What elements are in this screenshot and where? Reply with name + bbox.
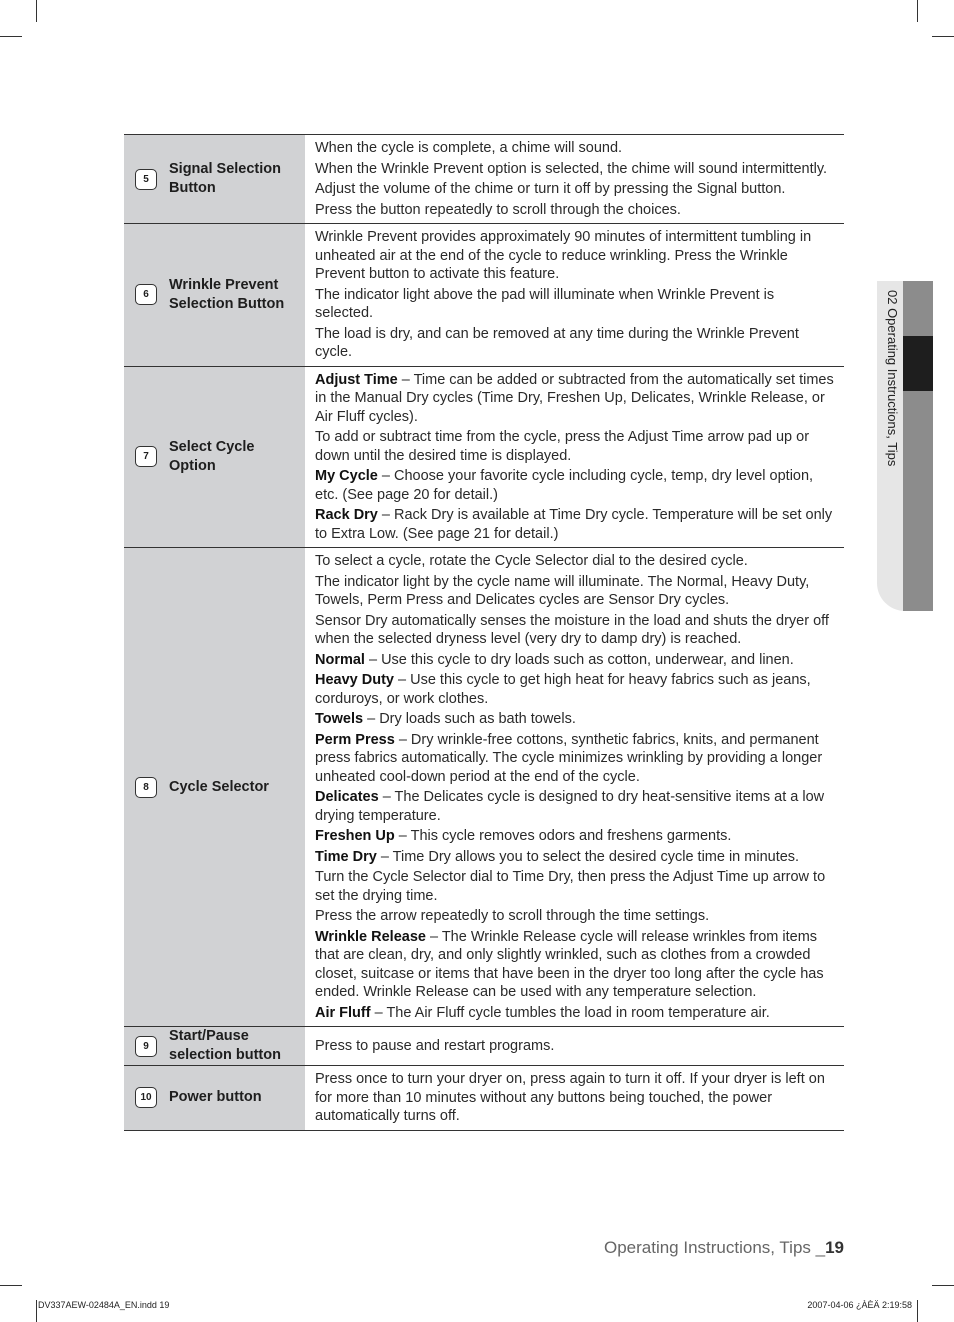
- description-text: – The Delicates cycle is designed to dry heat-sensitive items at a low drying temperature.: [315, 789, 825, 824]
- control-description-cell: [305, 224, 844, 367]
- description-text: – Rack Dry is available at Time Dry cycle. Temperature will be set only to Extra Low. (See page 21 for detail.): [315, 507, 833, 542]
- description-paragraph: [315, 787, 836, 826]
- description-text: Press the arrow repeatedly to scroll through the time settings.: [315, 908, 710, 924]
- description-text: – The Air Fluff cycle tumbles the load in room temperature air.: [370, 1004, 770, 1021]
- description-paragraph: [315, 159, 836, 180]
- description-text: Adjust the volume of the chime or turn it off by pressing the Signal button.: [315, 181, 786, 197]
- control-description-cell: [305, 1066, 844, 1131]
- table-body: [124, 135, 844, 1131]
- control-description-table: [124, 134, 844, 1131]
- term: Freshen Up: [315, 828, 395, 844]
- term: Towels: [315, 711, 364, 727]
- description-text: Wrinkle Prevent provides approximately 90 minutes of intermittent tumbling in unheated air at the end of the cycle to reduce wrinkling. Press the Wrinkle Prevent button to activate this feature.: [315, 229, 812, 282]
- table-row: [124, 135, 844, 224]
- crop-mark: [932, 36, 954, 37]
- table-row: [124, 1066, 844, 1131]
- description-paragraph: [315, 1069, 836, 1127]
- crop-mark: [917, 0, 918, 22]
- description-paragraph: [315, 927, 836, 1003]
- term: Wrinkle Release: [315, 928, 426, 945]
- item-number-badge: 8: [135, 777, 157, 798]
- control-description-cell: [305, 1027, 844, 1066]
- slug-filename: DV337AEW-02484A_EN.indd 19: [38, 1300, 170, 1310]
- description-text: – The Wrinkle Release cycle will release wrinkles from items that are clean, dry, and only slightly wrinkled, such as clothes from a crowded closet, suitcase or items that have been in the dryer too long after the cycle has ended. Wrinkle Release can be used with any temperature selection.: [315, 928, 824, 1000]
- item-number-badge: 7: [135, 446, 157, 467]
- item-number-badge: 9: [135, 1036, 157, 1057]
- term: Adjust Time: [315, 371, 398, 388]
- crop-mark: [932, 1285, 954, 1286]
- description-text: – Dry loads such as bath towels.: [363, 711, 576, 727]
- table-row: [124, 224, 844, 367]
- term: Rack Dry: [315, 507, 378, 523]
- crop-mark: [36, 1300, 37, 1322]
- control-label-cell: [124, 366, 305, 548]
- control-description-cell: [305, 366, 844, 548]
- description-text: – Time Dry allows you to select the desired cycle time in minutes.: [376, 848, 800, 865]
- item-number-badge: 5: [135, 169, 157, 190]
- description-paragraph: [315, 650, 836, 671]
- description-paragraph: [315, 370, 836, 428]
- description-paragraph: [315, 709, 836, 730]
- term: Perm Press: [315, 731, 395, 748]
- control-name: Start/Pause selection button: [169, 1028, 281, 1063]
- description-text: When the Wrinkle Prevent option is selected, the chime will sound intermittently.: [315, 160, 828, 177]
- side-tab-label: 02 Operating Instructions, Tips: [885, 290, 900, 467]
- control-description-cell: [305, 135, 844, 224]
- table-row: [124, 1027, 844, 1066]
- description-text: Sensor Dry automatically senses the moisture in the load and shuts the dryer off when the selected dryness level (very dry to damp dry) is reached.: [315, 612, 829, 647]
- description-text: – Choose your favorite cycle including cycle, temp, dry level option, etc. (See page 20 for detail.): [315, 468, 814, 503]
- term: Air Fluff: [315, 1004, 371, 1021]
- description-paragraph: [315, 867, 836, 906]
- description-paragraph: [315, 200, 836, 221]
- description-text: The indicator light by the cycle name will illuminate. The Normal, Heavy Duty, Towels, Perm Press and Delicates cycles are Sensor Dry cycles.: [315, 573, 810, 608]
- description-text: Press once to turn your dryer on, press again to turn it off. If your dryer is left on for more than 10 minutes without any buttons being touched, the power automatically turns off.: [315, 1071, 825, 1124]
- control-label-cell: [124, 224, 305, 367]
- term: Heavy Duty: [315, 672, 394, 688]
- description-paragraph: [315, 179, 836, 200]
- crop-mark: [917, 1300, 918, 1322]
- term: Normal: [315, 651, 365, 668]
- item-number-badge: 6: [135, 284, 157, 305]
- item-number-badge: 10: [135, 1087, 157, 1108]
- control-name: Power button: [169, 1089, 262, 1106]
- description-text: – This cycle removes odors and freshens garments.: [394, 828, 732, 844]
- side-tab-band: [903, 281, 933, 611]
- description-paragraph: [315, 466, 836, 505]
- control-label-cell: [124, 135, 305, 224]
- control-name: Signal Selection Button: [169, 161, 281, 196]
- crop-mark: [36, 0, 37, 22]
- description-paragraph: [315, 906, 836, 927]
- description-text: Press to pause and restart programs.: [315, 1037, 555, 1054]
- footer-title: Operating Instructions, Tips _: [603, 1238, 826, 1257]
- term: My Cycle: [315, 468, 378, 484]
- term: Time Dry: [315, 848, 377, 865]
- control-name: Wrinkle Prevent Selection Button: [169, 276, 285, 312]
- description-text: To select a cycle, rotate the Cycle Selector dial to the desired cycle.: [315, 553, 748, 569]
- description-paragraph: [315, 572, 836, 611]
- description-paragraph: [315, 611, 836, 650]
- description-text: To add or subtract time from the cycle, press the Adjust Time arrow pad up or down until the desired time is displayed.: [315, 429, 810, 464]
- description-paragraph: [315, 427, 836, 466]
- description-text: The load is dry, and can be removed at any time during the Wrinkle Prevent cycle.: [315, 325, 799, 360]
- control-name: Cycle Selector: [169, 778, 269, 795]
- description-paragraph: [315, 730, 836, 788]
- table-row: [124, 548, 844, 1027]
- control-label-cell: [124, 1027, 305, 1066]
- description-paragraph: [315, 285, 836, 324]
- table-row: [124, 366, 844, 548]
- crop-mark: [0, 1285, 22, 1286]
- description-paragraph: [315, 551, 836, 572]
- page-number: 19: [825, 1238, 844, 1257]
- side-tab-marker: [903, 336, 933, 391]
- description-text: Turn the Cycle Selector dial to Time Dry, then press the Adjust Time up arrow to set the drying time.: [315, 869, 826, 904]
- page-footer: [604, 1238, 844, 1258]
- control-label-cell: [124, 548, 305, 1027]
- description-paragraph: [315, 227, 836, 285]
- description-text: – Time can be added or subtracted from the automatically set times in the Manual Dry cycles (Time Dry, Freshen Up, Delicates, Wrinkle Release, or Air Fluff cycles).: [315, 371, 834, 425]
- description-paragraph: [315, 505, 836, 544]
- slug-timestamp: 2007-04-06 ¿ÀÈÄ 2:19:58: [807, 1300, 912, 1310]
- control-description-cell: [305, 548, 844, 1027]
- description-paragraph: [315, 1003, 836, 1024]
- description-text: Press the button repeatedly to scroll through the choices.: [315, 201, 681, 218]
- description-paragraph: [315, 826, 836, 847]
- description-paragraph: [315, 138, 836, 159]
- term: Delicates: [315, 789, 379, 805]
- description-paragraph: [315, 324, 836, 363]
- description-paragraph: [315, 1036, 836, 1057]
- description-text: – Dry wrinkle-free cottons, synthetic fabrics, knits, and permanent press fabrics automatically. The cycle minimizes wrinkling by providing a longer unheated cool-down period at the end of the cycle.: [315, 731, 823, 785]
- description-text: The indicator light above the pad will illuminate when Wrinkle Prevent is selected.: [315, 286, 775, 321]
- control-name: Select Cycle Option: [169, 438, 255, 474]
- description-text: When the cycle is complete, a chime will sound.: [315, 140, 623, 156]
- description-paragraph: [315, 670, 836, 709]
- description-text: – Use this cycle to get high heat for heavy fabrics such as jeans, corduroys, or work clothes.: [315, 672, 811, 707]
- control-label-cell: [124, 1066, 305, 1131]
- crop-mark: [0, 36, 22, 37]
- description-text: – Use this cycle to dry loads such as cotton, underwear, and linen.: [364, 651, 794, 668]
- description-paragraph: [315, 847, 836, 868]
